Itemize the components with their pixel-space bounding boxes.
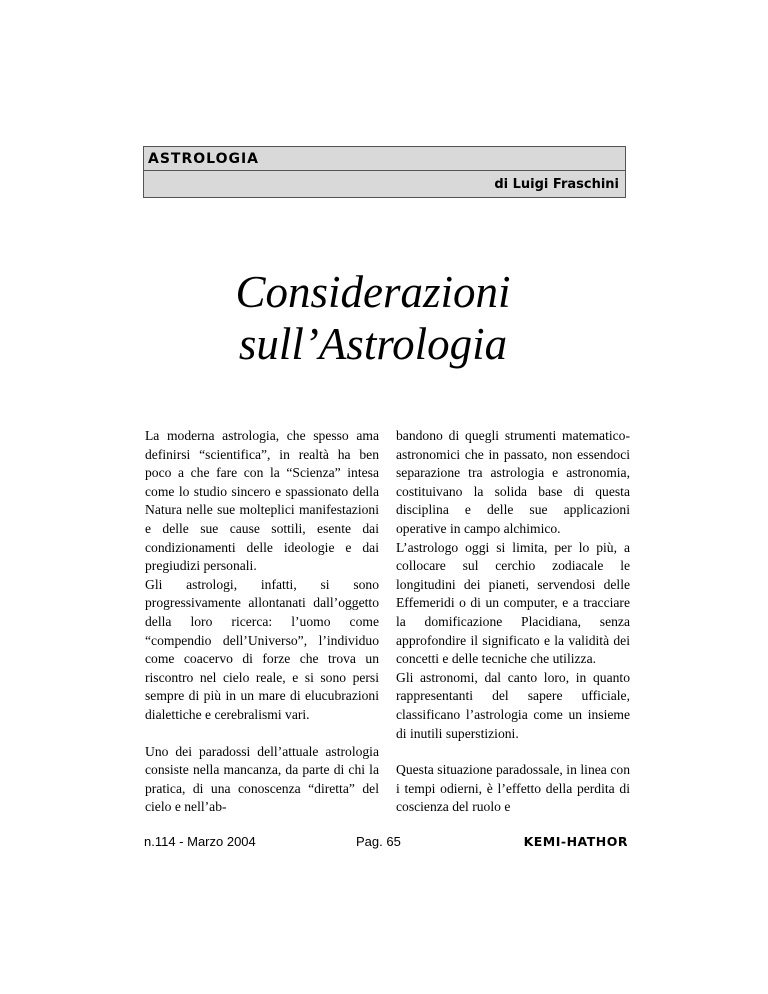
section-header-box <box>143 146 626 198</box>
section-label: ASTROLOGIA <box>148 151 260 167</box>
paragraph: La moderna astrologia, che spesso ama definirsi “scientifica”, in realtà ha ben poco a che fare con la “Scienza” intesa come lo studio sincero e spassionato della Natura nelle sue molteplici manifestazioni e delle sue cause sottili, esente dai condizionamenti delle ideologie e dai pregiudizi personali. <box>145 428 379 574</box>
issue-info: n.114 - Marzo 2004 <box>144 834 256 849</box>
article-title <box>0 266 768 370</box>
article-title-line-2: sull’Astrologia <box>238 319 508 369</box>
body-column-left <box>145 427 379 817</box>
author-row <box>144 171 625 197</box>
page-number: Pag. 65 <box>356 834 401 849</box>
paragraph: Gli astronomi, dal canto loro, in quanto rappresentanti del sapere ufficiale, classificano l’astrologia come un insieme di inutili superstizioni. <box>396 669 630 741</box>
author-byline: di Luigi Fraschini <box>494 177 619 192</box>
paragraph: L’astrologo oggi si limita, per lo più, a collocare sul cerchio zodiacale le longitudini dei pianeti, servendosi delle Effemeridi o di un computer, e a tracciare la domificazione Placidiana, senza approfondire il significato e la validità dei concetti e delle tecniche che utilizza. <box>396 539 630 667</box>
section-row <box>144 147 625 171</box>
magazine-name: KEMI-HATHOR <box>523 834 628 849</box>
paragraph: bandono di quegli strumenti matematico-astronomici che in passato, non essendoci separazione tra astrologia e astronomia, costituivano la solida base di questa disciplina e delle sue applicazioni operative in campo alchimico. <box>396 428 630 536</box>
paragraph: Gli astrologi, infatti, si sono progressivamente allontanati dall’oggetto della loro ricerca: l’uomo come “compendio dell’Universo”, l’individuo come coacervo di forze che trova un riscontro nel cielo reale, e si sono persi sempre di più in un mare di elucubrazioni dialettiche e cerebralismi vari. <box>145 576 379 722</box>
paragraph: Questa situazione paradossale, in linea con i tempi odierni, è l’effetto della perdita di coscienza del ruolo e <box>396 762 630 815</box>
body-column-right <box>396 427 630 817</box>
paragraph: Uno dei paradossi dell’attuale astrologia consiste nella mancanza, da parte di chi la pratica, di una conoscenza “diretta” del cielo e nell’ab- <box>145 743 379 815</box>
article-title-line-1: Considerazioni <box>235 267 511 317</box>
